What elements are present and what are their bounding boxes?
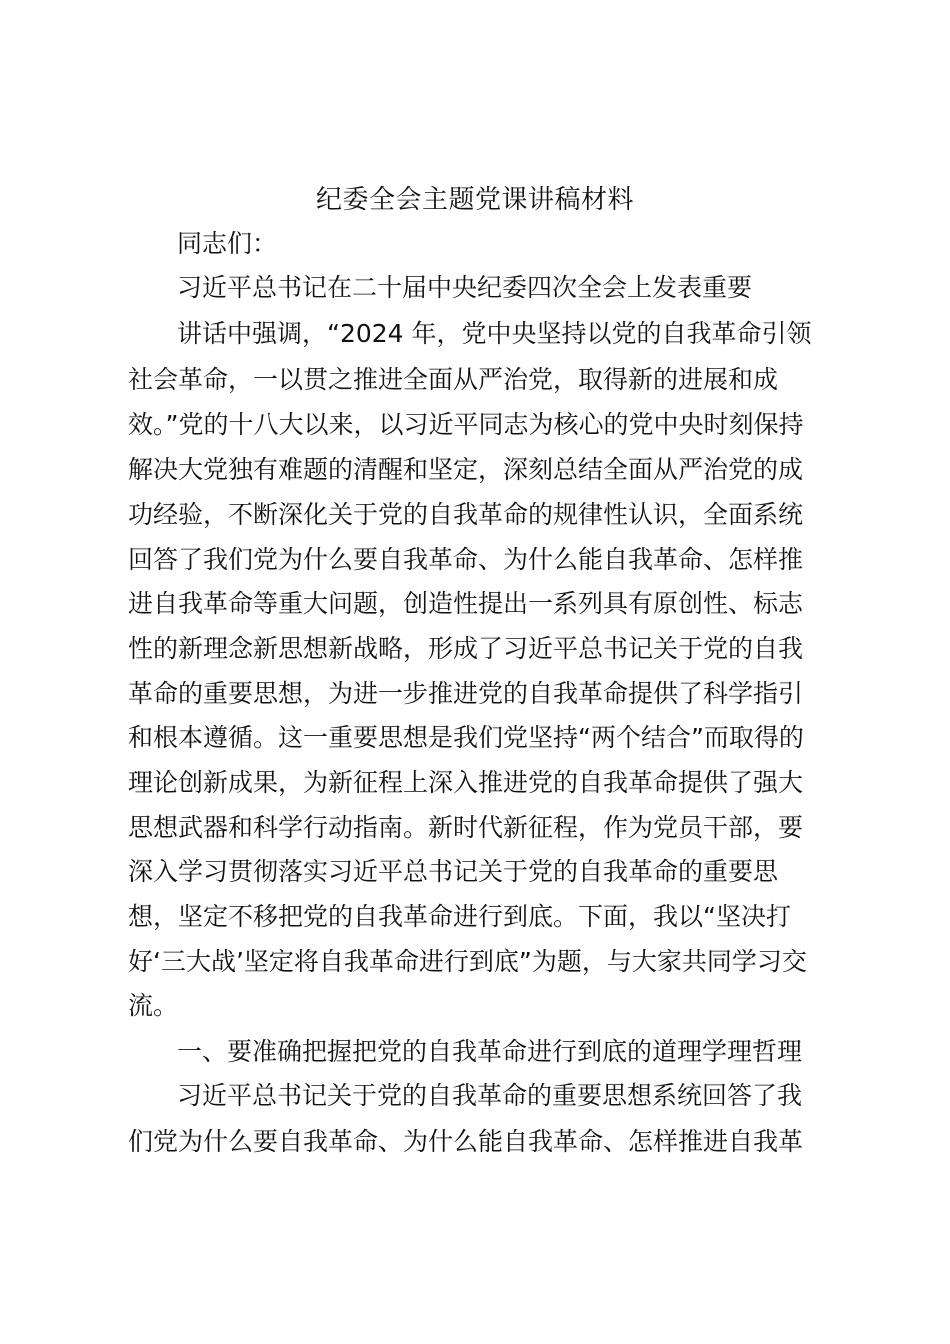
paragraph-line: 习近平总书记在二十届中央纪委四次全会上发表重要 xyxy=(177,273,753,302)
paragraph-line: 和根本遵循。这一重要思想是我们党坚持“两个结合”而取得的 xyxy=(128,723,804,752)
paragraph-line: 回答了我们党为什么要自我革命、为什么能自我革命、怎样推 xyxy=(128,545,804,574)
paragraph-line: 效。”党的十八大以来，以习近平同志为核心的党中央时刻保持 xyxy=(128,410,804,439)
paragraph-line: 革命的重要思想，为进一步推进党的自我革命提供了科学指引 xyxy=(128,679,804,708)
paragraph-line: 进自我革命等重大问题，创造性提出一系列具有原创性、标志 xyxy=(128,589,804,618)
paragraph-line: 想，坚定不移把党的自我革命进行到底。下面，我以“坚决打 xyxy=(128,902,791,931)
paragraph-line: 好‘三大战’坚定将自我革命进行到底”为题，与大家共同学习交 xyxy=(128,947,807,976)
paragraph-line: 流。 xyxy=(128,991,179,1020)
paragraph-line: 社会革命，一以贯之推进全面从严治党，取得新的进展和成 xyxy=(128,365,779,394)
paragraph-line: 思想武器和科学行动指南。新时代新征程，作为党员干部，要 xyxy=(128,813,804,842)
paragraph-line: 解决大党独有难题的清醒和坚定，深刻总结全面从严治党的成 xyxy=(128,455,804,484)
salutation: 同志们： xyxy=(177,229,278,258)
document-title: 纪委全会主题党课讲稿材料 xyxy=(315,185,634,215)
paragraph-line: 理论创新成果，为新征程上深入推进党的自我革命提供了强大 xyxy=(128,768,804,797)
paragraph-line: 们党为什么要自我革命、为什么能自我革命、怎样推进自我革 xyxy=(128,1127,804,1156)
paragraph-line: 深入学习贯彻落实习近平总书记关于党的自我革命的重要思 xyxy=(128,857,779,886)
paragraph-line: 性的新理念新思想新战略，形成了习近平总书记关于党的自我 xyxy=(128,634,804,663)
paragraph-line: 功经验，不断深化关于党的自我革命的规律性认识，全面系统 xyxy=(128,500,804,529)
section-heading: 一、要准确把握把党的自我革命进行到底的道理学理哲理 xyxy=(177,1037,803,1066)
paragraph-line: 讲话中强调，“2024 年，党中央坚持以党的自我革命引领 xyxy=(177,319,812,348)
paragraph-line: 习近平总书记关于党的自我革命的重要思想系统回答了我 xyxy=(177,1081,803,1110)
